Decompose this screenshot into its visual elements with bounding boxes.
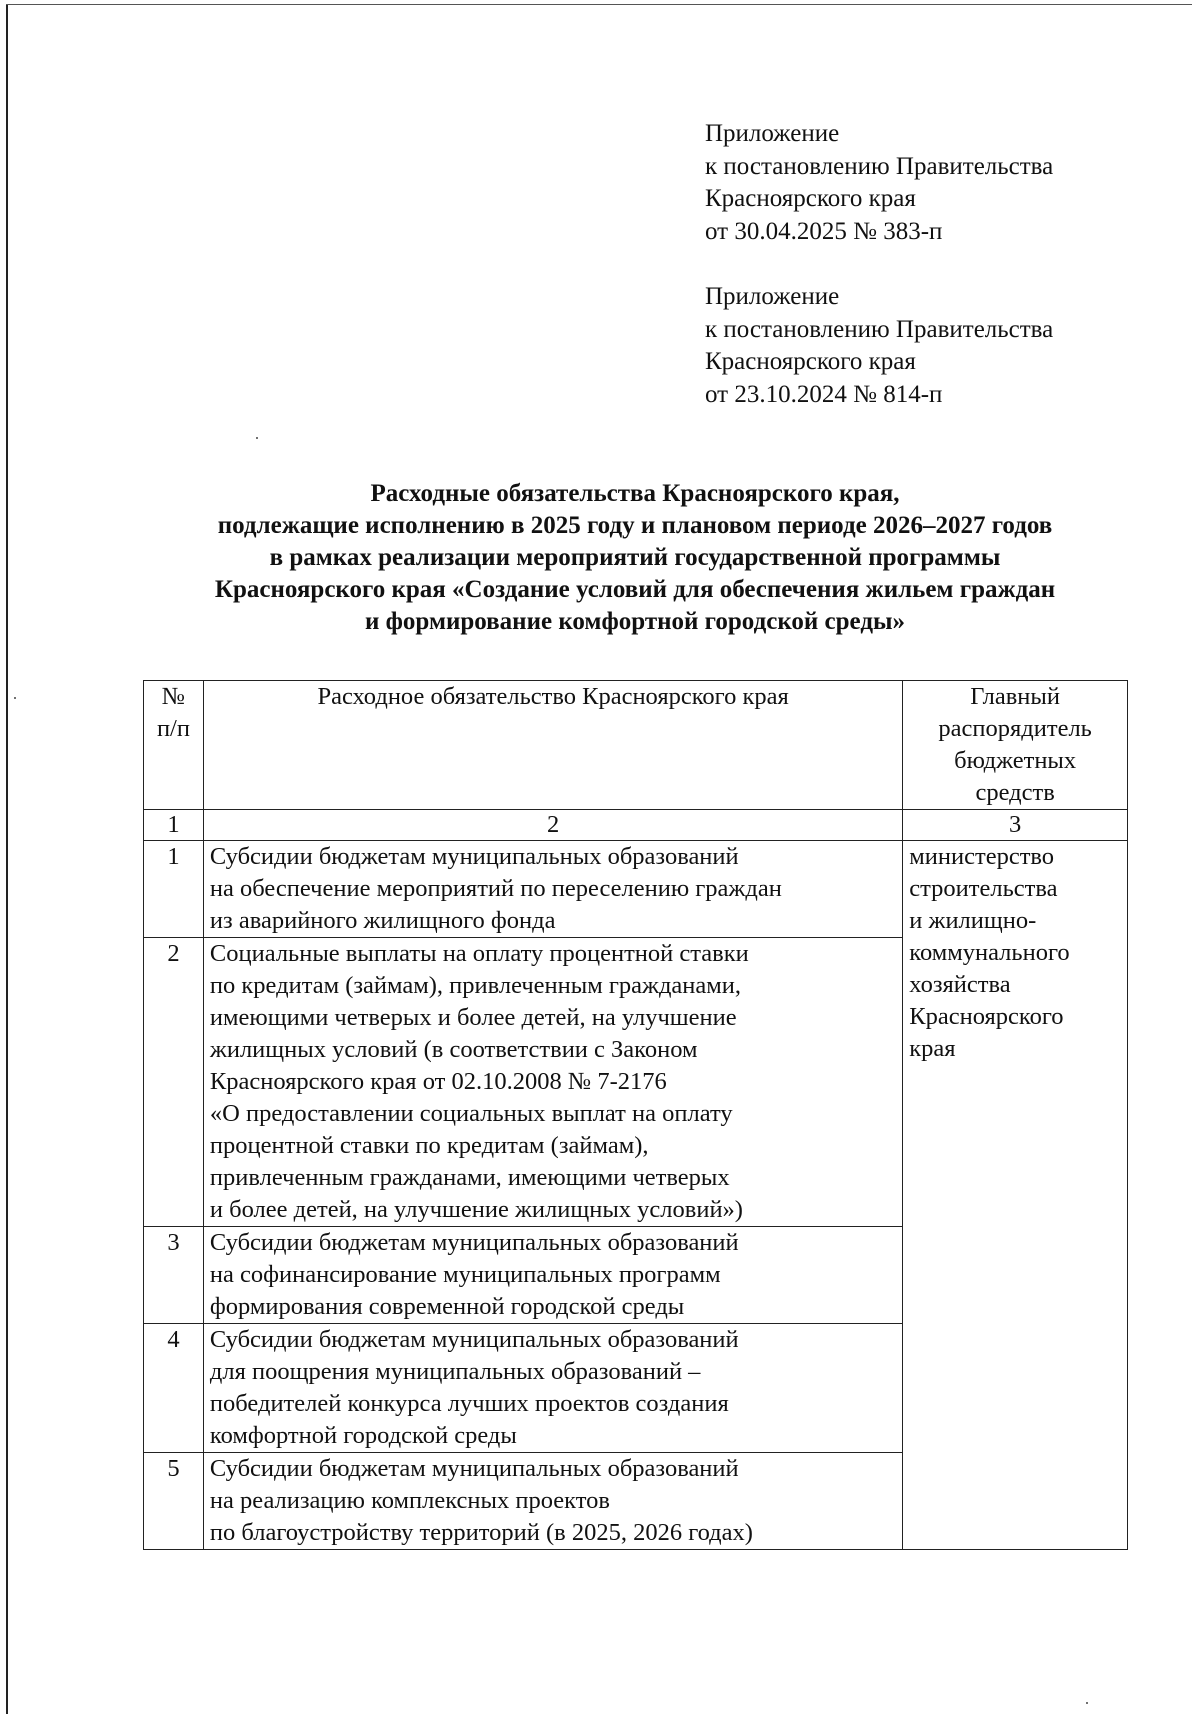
approval-line: Красноярского края bbox=[705, 185, 916, 212]
obligation-line: победителей конкурса лучших проектов создания bbox=[209, 1390, 729, 1417]
header-admin-cell bbox=[903, 681, 1128, 810]
obligation-line: на реализацию комплексных проектов bbox=[209, 1487, 610, 1514]
obligation-line: для поощрения муниципальных образований – bbox=[209, 1358, 701, 1385]
header-number-cell bbox=[144, 681, 204, 810]
obligation-cell bbox=[203, 1324, 902, 1453]
scan-speck bbox=[256, 437, 258, 439]
scan-speck bbox=[1086, 1702, 1088, 1704]
document-title bbox=[100, 478, 1170, 638]
obligation-line: Субсидии бюджетам муниципальных образований bbox=[209, 843, 739, 870]
obligation-line: формирования современной городской среды bbox=[209, 1293, 685, 1320]
header-admin-label: средств bbox=[975, 779, 1055, 806]
header-number-label: п/п bbox=[156, 715, 190, 742]
approval-line: к постановлению Правительства bbox=[705, 152, 1054, 180]
index-cell: 2 bbox=[203, 810, 902, 841]
obligation-line: процентной ставки по кредитам (займам), bbox=[209, 1132, 649, 1159]
approval-line: от 30.04.2025 № 383-п bbox=[705, 217, 943, 245]
admin-cell bbox=[903, 841, 1128, 1550]
obligations-table bbox=[143, 680, 1128, 1550]
approval-line: от 23.10.2024 № 814-п bbox=[705, 380, 943, 408]
table-header-row bbox=[144, 681, 1128, 810]
row-number: 1 bbox=[144, 841, 204, 938]
page-border-top bbox=[6, 4, 1192, 5]
admin-line: и жилищно- bbox=[909, 907, 1037, 934]
admin-line: края bbox=[909, 1035, 956, 1062]
index-cell: 3 bbox=[903, 810, 1128, 841]
row-number: 4 bbox=[144, 1324, 204, 1453]
approval-line: Приложение bbox=[705, 283, 840, 310]
obligation-line: на софинансирование муниципальных программ bbox=[209, 1261, 721, 1288]
obligation-line: Красноярского края от 02.10.2008 № 7-2176 bbox=[209, 1068, 667, 1095]
header-number-label: № bbox=[161, 683, 186, 710]
approval-line: Красноярского края bbox=[705, 348, 916, 375]
obligation-line: и более детей, на улучшение жилищных условий») bbox=[209, 1196, 743, 1223]
approval-block-original bbox=[705, 281, 1053, 411]
obligation-line: по кредитам (займам), привлеченным гражданами, bbox=[209, 972, 742, 999]
obligation-cell bbox=[203, 1227, 902, 1324]
obligation-line: Субсидии бюджетам муниципальных образований bbox=[209, 1455, 739, 1482]
admin-line: хозяйства bbox=[909, 971, 1011, 998]
obligation-cell bbox=[203, 1453, 902, 1550]
title-line: и формирование комфортной городской среды» bbox=[364, 608, 905, 635]
obligation-line: имеющими четверых и более детей, на улучшение bbox=[209, 1004, 737, 1031]
title-line: Красноярского края «Создание условий для обеспечения жильем граждан bbox=[214, 576, 1056, 603]
page-border-left bbox=[6, 4, 8, 1714]
obligation-cell bbox=[203, 938, 902, 1227]
obligation-line: жилищных условий (в соответствии с Законом bbox=[209, 1036, 698, 1063]
admin-line: министерство bbox=[909, 843, 1055, 870]
header-admin-label: бюджетных bbox=[954, 747, 1077, 774]
approval-line: к постановлению Правительства bbox=[705, 315, 1054, 343]
approval-line: Приложение bbox=[705, 120, 840, 147]
row-number: 3 bbox=[144, 1227, 204, 1324]
obligation-line: Субсидии бюджетам муниципальных образований bbox=[209, 1326, 739, 1353]
header-admin-label: распорядитель bbox=[938, 715, 1092, 742]
row-number: 5 bbox=[144, 1453, 204, 1550]
title-line: в рамках реализации мероприятий государственной программы bbox=[269, 544, 1001, 571]
admin-line: коммунального bbox=[909, 939, 1070, 966]
title-line: Расходные обязательства Красноярского края, bbox=[370, 480, 900, 507]
obligation-line: по благоустройству территорий (в 2025, 2026 годах) bbox=[209, 1519, 753, 1546]
header-admin-label: Главный bbox=[970, 683, 1060, 710]
obligation-line: Социальные выплаты на оплату процентной ставки bbox=[209, 940, 749, 967]
obligation-line: Субсидии бюджетам муниципальных образований bbox=[209, 1229, 739, 1256]
row-number: 2 bbox=[144, 938, 204, 1227]
admin-line: Красноярского bbox=[909, 1003, 1064, 1030]
table-index-row bbox=[144, 810, 1128, 841]
header-obligation-cell: Расходное обязательство Красноярского края bbox=[203, 681, 902, 810]
title-line: подлежащие исполнению в 2025 году и плановом периоде 2026–2027 годов bbox=[217, 512, 1053, 539]
obligation-cell bbox=[203, 841, 902, 938]
approval-block-current bbox=[705, 118, 1053, 248]
scan-speck bbox=[14, 697, 16, 699]
obligation-line: на обеспечение мероприятий по переселению граждан bbox=[209, 875, 782, 902]
admin-line: строительства bbox=[909, 875, 1058, 902]
obligation-line: привлеченным гражданами, имеющими четверых bbox=[209, 1164, 730, 1191]
table-row bbox=[144, 841, 1128, 938]
obligation-line: комфортной городской среды bbox=[209, 1422, 517, 1449]
obligation-line: из аварийного жилищного фонда bbox=[209, 907, 556, 934]
obligation-line: «О предоставлении социальных выплат на оплату bbox=[209, 1100, 733, 1127]
index-cell: 1 bbox=[144, 810, 204, 841]
